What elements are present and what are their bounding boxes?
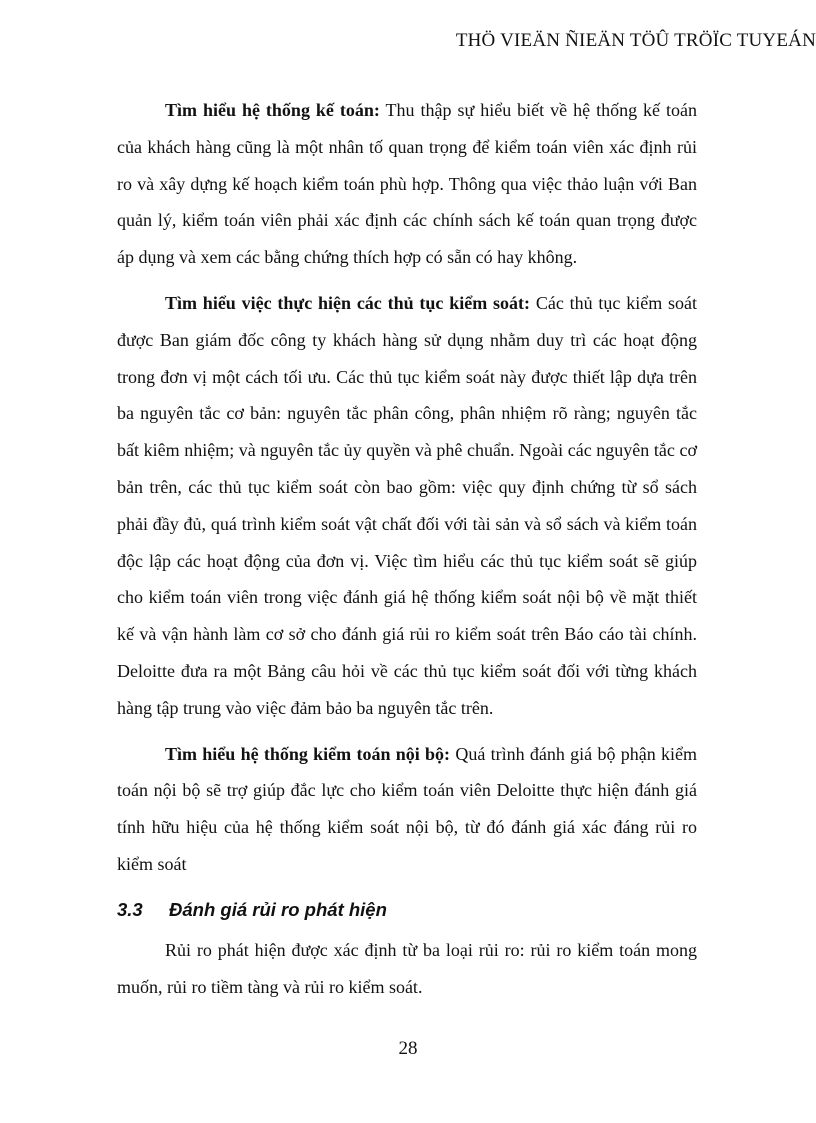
paragraph-detection-risk: Rủi ro phát hiện được xác định từ ba loại rủi ro: rủi ro kiểm toán mong muốn, rủi ro tiềm tàng và rủi ro kiểm soát.: [117, 939, 697, 997]
paragraph-lead: Tìm hiểu hệ thống kế toán:: [165, 100, 380, 120]
paragraph-control-procedures: [117, 285, 697, 727]
paragraph-lead: Tìm hiểu việc thực hiện các thủ tục kiểm soát:: [165, 292, 531, 313]
paragraph-body: Các thủ tục kiểm soát được Ban giám đốc công ty khách hàng sử dụng nhằm duy trì các hoạt động trong đơn vị một cách tối ưu. Các thủ tục kiểm soát này được thiết lập dựa trên ba nguyên tắc cơ bản: nguyên tắc phân công, phân nhiệm rõ ràng; nguyên tắc bất kiêm nhiệm; và nguyên tắc ủy quyền và phê chuẩn. Ngoài các nguyên tắc cơ bản trên, các thủ tục kiểm soát còn bao gồm: việc quy định chứng từ sổ sách phải đầy đủ, quá trình kiểm soát vật chất đối với tài sản và sổ sách và kiểm toán độc lập các hoạt động của đơn vị. Việc tìm hiểu các thủ tục kiểm soát sẽ giúp cho kiểm toán viên trong việc đánh giá hệ thống kiểm soát nội bộ về mặt thiết kế và vận hành làm cơ sở cho đánh giá rủi ro kiểm soát trên Báo cáo tài chính. Deloitte đưa ra một Bảng câu hỏi về các thủ tục kiểm soát đối với từng khách hàng tập trung vào việc đảm bảo ba nguyên tắc trên.: [117, 292, 697, 718]
section-number: 3.3: [117, 898, 143, 920]
paragraph-internal-audit: [117, 736, 697, 883]
running-header: THÖ VIEÄN ÑIEÄN TÖÛ TRÖÏC TUYEÁN: [455, 30, 816, 51]
section-heading: [117, 892, 697, 928]
paragraph-body: Quá trình đánh giá bộ phận kiểm toán nội bộ sẽ trợ giúp đắc lực cho kiểm toán viên Deloitte thực hiện đánh giá tính hữu hiệu của hệ thống kiểm soát nội bộ, từ đó đánh giá xác đáng rủi ro kiểm soát: [117, 743, 697, 874]
page-body: [117, 92, 697, 1014]
section-title: Đánh giá rủi ro phát hiện: [169, 898, 387, 920]
paragraph-lead: Tìm hiểu hệ thống kiểm toán nội bộ:: [165, 743, 451, 764]
paragraph-accounting-system: [117, 92, 697, 276]
paragraph-body: Thu thập sự hiểu biết về hệ thống kế toán của khách hàng cũng là một nhân tố quan trọng để kiểm toán viên xác định rủi ro và xây dựng kế hoạch kiểm toán phù hợp. Thông qua việc thảo luận với Ban quản lý, kiểm toán viên phải xác định các chính sách kế toán quan trọng được áp dụng và xem các bằng chứng thích hợp có sẵn có hay không.: [117, 100, 697, 268]
page-number: 28: [398, 1038, 418, 1059]
